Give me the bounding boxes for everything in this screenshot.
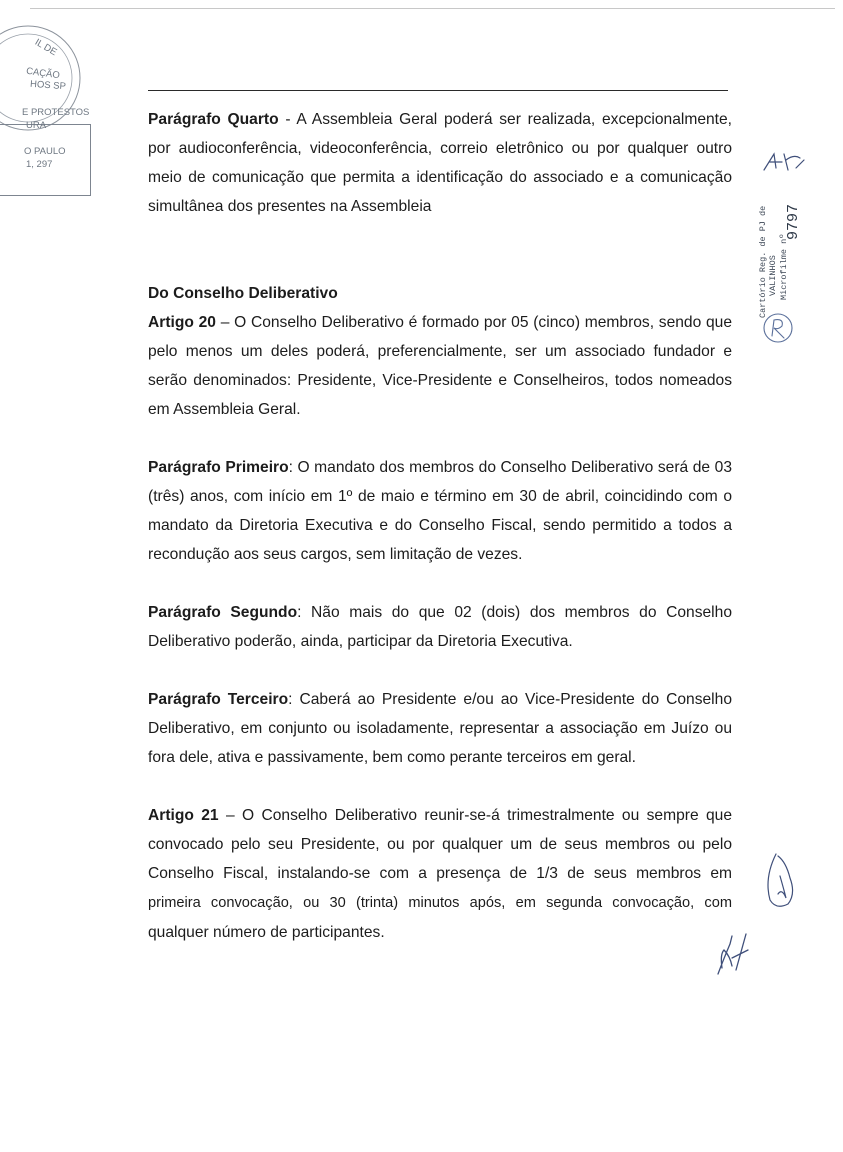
- paragraph-segundo-label: Parágrafo Segundo: [148, 604, 298, 621]
- stamp-text-3: HOS SP: [29, 78, 67, 93]
- signature-initial-top: [760, 148, 810, 178]
- registry-seal-initial: [758, 308, 798, 348]
- registry-line-2: VALINHOS: [768, 255, 778, 296]
- paragraph-terceiro: [148, 685, 732, 772]
- paragraph-quarto-label: Parágrafo Quarto: [148, 111, 279, 128]
- paragraph-segundo: [148, 598, 732, 656]
- article-20-label: Artigo 20: [148, 314, 216, 331]
- registry-line-1: Cartório Reg. de PJ de: [758, 205, 768, 318]
- article-21: [148, 801, 732, 947]
- signature-initial-middle: [760, 848, 800, 918]
- registry-number: 9797: [785, 203, 802, 240]
- article-21-label: Artigo 21: [148, 807, 219, 824]
- paragraph-primeiro-text: : O mandato dos membros do Conselho Deliberativo será de 03 (três) anos, com início em 1º de maio e término em 30 de abril, coincidindo com o mandato da Diretoria Executiva e do Conselho Fiscal, sendo permitido a todos a recondução aos seus cargos, sem limitação de vezes.: [148, 459, 732, 563]
- paragraph-terceiro-text: : Caberá ao Presidente e/ou ao Vice-Presidente do Conselho Deliberativo, em conjunto ou isoladamente, representar a associação em Juízo ou fora dele, ativa e passivamente, bem como perante terceiros em geral.: [148, 691, 732, 766]
- paragraph-quarto-text: - A Assembleia Geral poderá ser realizada, excepcionalmente, por audioconferência, videoconferência, correio eletrônico ou por qualquer outro meio de comunicação que permita a identificação do associado e a comunicação simultânea dos presentes na Assembleia: [148, 111, 733, 215]
- article-20-text: – O Conselho Deliberativo é formado por 05 (cinco) membros, sendo que pelo menos um deles poderá, preferencialmente, ser um associado fundador e serão denominados: Presidente, Vice-Presidente e Conselheiros, todos nomeados em Assembleia Geral.: [148, 314, 733, 418]
- registry-line-3: Microfilme nº: [779, 233, 789, 300]
- paragraph-primeiro: [148, 453, 732, 569]
- paragraph-terceiro-label: Parágrafo Terceiro: [148, 691, 289, 708]
- paragraph-segundo-text: : Não mais do que 02 (dois) dos membros do Conselho Deliberativo poderão, ainda, participar da Diretoria Executiva.: [148, 604, 732, 650]
- stamp-text-1: IL DE: [32, 36, 59, 59]
- article-21-text-a: – O Conselho Deliberativo reunir-se-á trimestralmente ou sempre que convocado pelo seu Presidente, ou por qualquer um de seus membros ou pelo Conselho Fiscal, instalando-se com a presença de 1/3 de seus membros em: [148, 807, 732, 882]
- article-20: [148, 308, 732, 424]
- paragraph-quarto: [148, 105, 732, 221]
- stamp-text-4: E PROTESTOS: [22, 107, 90, 118]
- notary-stamp: [0, 20, 100, 200]
- stamp-text-5: URA: [26, 120, 47, 131]
- paragraph-primeiro-label: Parágrafo Primeiro: [148, 459, 289, 476]
- article-21-text-b: primeira convocação, ou 30 (trinta) minutos após, em segunda convocação, com: [148, 895, 732, 911]
- stamp-text-6: O PAULO: [24, 146, 66, 157]
- document-body: [148, 105, 732, 947]
- section-heading: Do Conselho Deliberativo: [148, 285, 338, 302]
- stamp-text-2: CAÇÃO: [25, 65, 61, 82]
- article-21-text-c: qualquer número de participantes.: [148, 924, 385, 941]
- stamp-text-7: 1, 297: [26, 159, 53, 170]
- scan-edge: [30, 8, 835, 9]
- header-rule: [148, 90, 728, 91]
- registry-annotation: [752, 178, 812, 328]
